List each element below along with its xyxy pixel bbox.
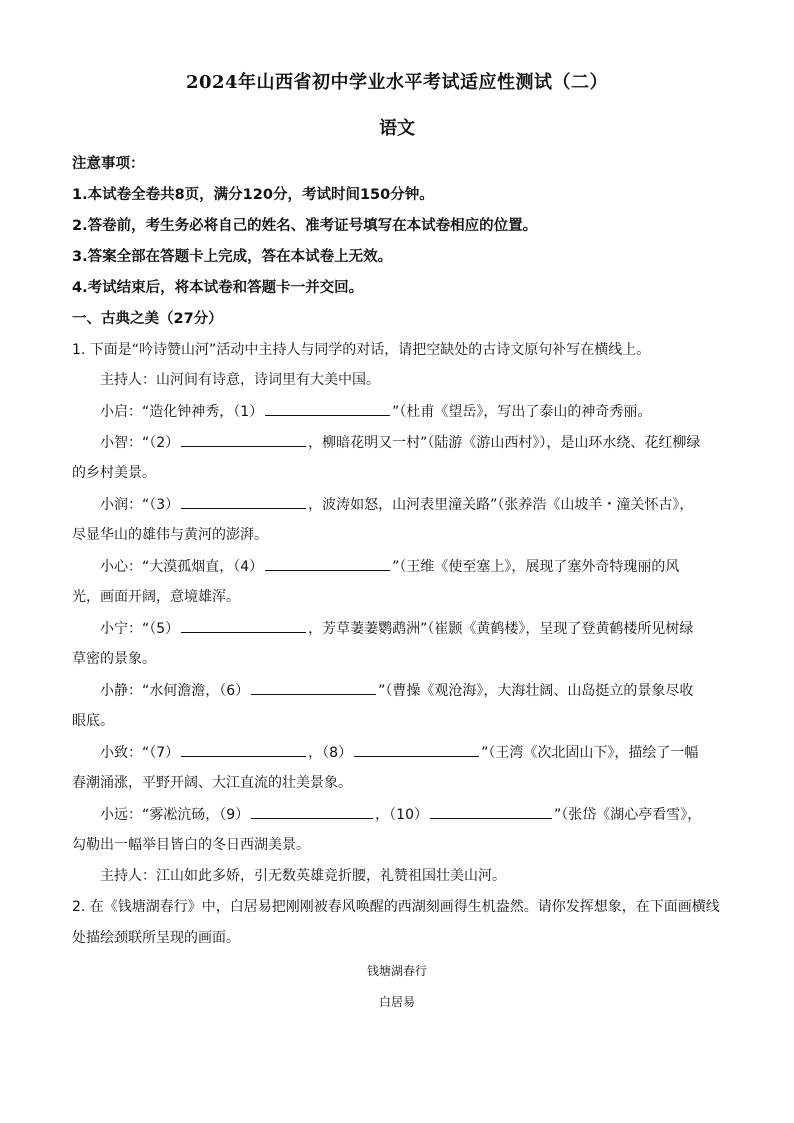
question-1-prompt: 1. 下面是“吟诗赞山河”活动中主持人与同学的对话，请把空缺处的古诗文原句补写在横线上。	[72, 342, 651, 358]
answer-blank-1[interactable]	[265, 401, 390, 416]
dialogue-text: ”（张岱《湖心亭看雪》，	[554, 807, 702, 823]
dialogue-text: ”（王维《使至塞上》，展现了塞外奇特瑰丽的风	[392, 559, 680, 575]
notes-heading: 注意事项：	[72, 156, 145, 172]
dialogue-continuation: 草密的景象。	[72, 651, 156, 667]
notes-item: 1.本试卷全卷共8页，满分120分，考试时间150分钟。	[72, 187, 434, 203]
dialogue-continuation: 眼底。	[72, 713, 114, 729]
dialogue-continuation: 春潮涌涨，平野开阔、大江直流的壮美景象。	[72, 775, 352, 791]
poem-author: 白居易	[378, 995, 415, 1009]
answer-blank-7[interactable]	[181, 742, 306, 757]
question-2-prompt: 2. 在《钱塘湖春行》中，白居易把刚刚被春风唤醒的西湖刻画得生机盎然。请你发挥想象，在下面画横线	[72, 899, 720, 915]
dialogue-text: 小心：“大漠孤烟直，（4）	[100, 559, 264, 575]
dialogue-continuation: 的乡村美景。	[72, 465, 156, 481]
dialogue-line-xiaoyuan	[100, 804, 701, 825]
dialogue-text: 小致：“（7）	[100, 745, 180, 761]
answer-blank-3[interactable]	[181, 494, 306, 509]
notes-item: 4.考试结束后，将本试卷和答题卡一并交回。	[72, 280, 364, 296]
dialogue-line-xiaoxin	[100, 556, 679, 577]
dialogue-continuation: 尽显华山的雄伟与黄河的澎湃。	[72, 527, 268, 543]
dialogue-text: ，（10）	[375, 807, 428, 823]
answer-blank-8[interactable]	[354, 742, 479, 757]
host-open-line: 主持人：山河间有诗意，诗词里有大美中国。	[100, 372, 380, 388]
dialogue-line-xiaozhi2	[100, 742, 698, 763]
dialogue-line-xiaorun	[100, 494, 693, 515]
answer-blank-10[interactable]	[430, 804, 552, 819]
host-close-line: 主持人：江山如此多娇，引无数英雄竞折腰，礼赞祖国壮美山河。	[100, 868, 506, 884]
dialogue-text: 小润：“（3）	[100, 497, 180, 513]
answer-blank-6[interactable]	[251, 680, 376, 695]
dialogue-text: ，芳草萋萋鹦鹉洲”（崔颢《黄鹤楼》，呈现了登黄鹤楼所见树绿	[308, 621, 694, 637]
dialogue-text: ”（曹操《观沧海》，大海壮阔、山岛挺立的景象尽收	[378, 683, 694, 699]
dialogue-text: 小远：“雾凇沆砀，（9）	[100, 807, 250, 823]
dialogue-text: ，（8）	[308, 745, 353, 761]
page-title: 2024年山西省初中学业水平考试适应性测试（二）	[185, 72, 609, 93]
dialogue-text: 小静：“水何澹澹，（6）	[100, 683, 250, 699]
dialogue-text: 小启：“造化钟神秀，（1）	[100, 404, 264, 420]
dialogue-text: 小宁：“（5）	[100, 621, 180, 637]
subject-title: 语文	[379, 118, 415, 139]
dialogue-continuation: 光，画面开阔，意境雄浑。	[72, 589, 240, 605]
dialogue-continuation: 勾勒出一幅举目皆白的冬日西湖美景。	[72, 837, 310, 853]
answer-blank-9[interactable]	[251, 804, 373, 819]
section-heading: 一、古典之美（27分）	[72, 311, 223, 327]
answer-blank-4[interactable]	[265, 556, 390, 571]
dialogue-text: 小智：“（2）	[100, 435, 180, 451]
dialogue-line-xiaojing	[100, 680, 693, 701]
answer-blank-2[interactable]	[181, 432, 306, 447]
dialogue-line-xiaoning	[100, 618, 693, 639]
dialogue-text: ”（杜甫《望岳》，写出了泰山的神奇秀丽。	[392, 404, 652, 420]
notes-item: 3.答案全部在答题卡上完成，答在本试卷上无效。	[72, 249, 393, 265]
question-2-prompt-continuation: 处描绘颈联所呈现的画面。	[72, 930, 240, 946]
poem-title: 钱塘湖春行	[366, 964, 427, 978]
dialogue-text: ，柳暗花明又一村”（陆游《游山西村》），是山环水绕、花红柳绿	[308, 435, 701, 451]
dialogue-text: ，波涛如怒，山河表里潼关路”（张养浩《山坡羊・潼关怀古》，	[308, 497, 694, 513]
answer-blank-5[interactable]	[181, 618, 306, 633]
dialogue-line-xiaoqi	[100, 401, 651, 422]
dialogue-line-xiaozhi	[100, 432, 700, 453]
dialogue-text: ”（王湾《次北固山下》，描绘了一幅	[481, 745, 699, 761]
notes-item: 2.答卷前，考生务必将自己的姓名、准考证号填写在本试卷相应的位置。	[72, 218, 538, 234]
